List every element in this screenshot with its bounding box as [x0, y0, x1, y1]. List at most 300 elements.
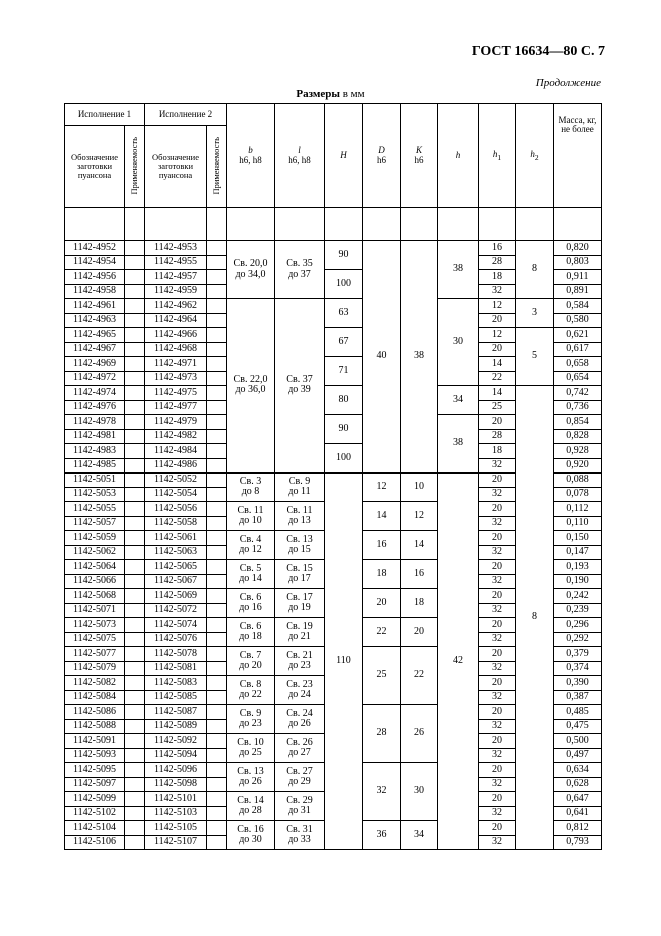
applicability1-cell: [125, 444, 145, 459]
b-cell-line: Св. 3: [239, 475, 262, 487]
designation1-cell: 1142-4976: [65, 400, 125, 415]
H-cell: 100: [325, 270, 363, 299]
l-cell-line: до 31: [288, 805, 311, 816]
applicability1-cell: [125, 429, 145, 444]
table-row: [65, 328, 602, 343]
sizes-caption: [0, 88, 661, 100]
applicability1-cell: [125, 763, 145, 778]
designation2-cell: 1142-5098: [145, 777, 207, 792]
designation2-cell: 1142-4971: [145, 357, 207, 372]
l-cell: [275, 531, 325, 560]
H-cell: 100: [325, 444, 363, 473]
exec1-header: Исполнение 1: [65, 104, 145, 126]
designation1-cell: 1142-4967: [65, 342, 125, 357]
b-cell-line: Св. 7: [239, 649, 262, 661]
l-cell: [275, 589, 325, 618]
D-cell: 14: [363, 502, 401, 531]
h1-cell: 20: [479, 618, 516, 633]
h1-cell: 22: [479, 371, 516, 386]
mass-cell: 0,621: [554, 328, 602, 343]
designation2-cell: 1142-5089: [145, 719, 207, 734]
applicability1-cell: [125, 241, 145, 256]
applicability1-cell: [125, 806, 145, 821]
applicability1-cell: [125, 371, 145, 386]
designation1-cell: 1142-5077: [65, 647, 125, 662]
l-cell: [275, 560, 325, 589]
designation2-cell: 1142-5056: [145, 502, 207, 517]
designation2-cell: 1142-4968: [145, 342, 207, 357]
applicability1-cell: [125, 777, 145, 792]
l-cell-line: Св. 11: [286, 504, 313, 516]
H-cell: 80: [325, 386, 363, 415]
designation1-cell: 1142-4983: [65, 444, 125, 459]
l-cell: [275, 792, 325, 821]
K-symbol: K: [415, 145, 422, 156]
h1-cell: 20: [479, 313, 516, 328]
designation1-cell: 1142-4963: [65, 313, 125, 328]
designation1-cell: 1142-4978: [65, 415, 125, 430]
h1-cell: 32: [479, 603, 516, 618]
h2-header: [516, 104, 554, 208]
applicability2-cell: [207, 284, 227, 299]
applicability2-cell: [207, 690, 227, 705]
designation2-cell: 1142-4977: [145, 400, 207, 415]
mass-cell: 0,078: [554, 487, 602, 502]
applicability1-cell: [125, 661, 145, 676]
h1-cell: 32: [479, 632, 516, 647]
mass-cell: 0,387: [554, 690, 602, 705]
designation2-cell: 1142-4953: [145, 241, 207, 256]
mass-cell: 0,088: [554, 473, 602, 488]
applicability2-cell: [207, 763, 227, 778]
applicability1-header: [125, 126, 145, 208]
h2-cell: 8: [516, 241, 554, 299]
h1-cell: 32: [479, 719, 516, 734]
mass-cell: 0,374: [554, 661, 602, 676]
designation2-cell: 1142-4979: [145, 415, 207, 430]
h1-cell: 20: [479, 415, 516, 430]
mass-cell: 0,742: [554, 386, 602, 401]
h1-cell: 20: [479, 560, 516, 575]
applicability1-cell: [125, 589, 145, 604]
mass-cell: 0,793: [554, 835, 602, 850]
designation1-cell: 1142-5068: [65, 589, 125, 604]
designation2-cell: 1142-5083: [145, 676, 207, 691]
b-cell-line: до 25: [239, 747, 262, 758]
spacer-cell: [145, 208, 207, 241]
designation1-cell: 1142-4961: [65, 299, 125, 314]
b-cell: [227, 241, 275, 299]
l-cell-line: Св. 27: [286, 765, 313, 777]
l-cell-line: Св. 19: [286, 620, 313, 632]
h1-cell: 32: [479, 516, 516, 531]
mass-cell: 0,239: [554, 603, 602, 618]
b-cell-line: до 12: [239, 544, 262, 555]
designation1-cell: 1142-4985: [65, 458, 125, 473]
designation1-cell: 1142-4981: [65, 429, 125, 444]
applicability2-cell: [207, 241, 227, 256]
mass-cell: 0,112: [554, 502, 602, 517]
applicability1-text: Применяемость: [129, 136, 140, 195]
b-cell-line: Св. 10: [237, 736, 264, 748]
mass-cell: 0,812: [554, 821, 602, 836]
h-cell: 38: [438, 241, 479, 299]
K-header: [401, 104, 438, 208]
designation2-cell: 1142-5061: [145, 531, 207, 546]
h1-cell: 20: [479, 821, 516, 836]
h2-cell: 3: [516, 299, 554, 328]
designation2-cell: 1142-5076: [145, 632, 207, 647]
h-cell: 42: [438, 473, 479, 850]
h1-cell: 16: [479, 241, 516, 256]
designation2-cell: 1142-4982: [145, 429, 207, 444]
designation2-cell: 1142-5103: [145, 806, 207, 821]
h1-cell: 20: [479, 342, 516, 357]
applicability2-cell: [207, 299, 227, 314]
applicability2-cell: [207, 415, 227, 430]
K-cell: 34: [401, 821, 438, 850]
mass-cell: 0,296: [554, 618, 602, 633]
applicability2-cell: [207, 618, 227, 633]
applicability1-cell: [125, 603, 145, 618]
designation2-cell: 1142-4984: [145, 444, 207, 459]
spacer-cell: [363, 208, 401, 241]
h1-cell: 20: [479, 676, 516, 691]
D-cell: 20: [363, 589, 401, 618]
mass-cell: 0,500: [554, 734, 602, 749]
b-cell-line: Св. 11: [237, 504, 264, 516]
table-row: [65, 241, 602, 256]
b-cell-line: до 20: [239, 660, 262, 671]
l-cell: [275, 821, 325, 850]
h1-cell: 32: [479, 777, 516, 792]
h2-cell: 8: [516, 386, 554, 850]
mass-cell: 0,654: [554, 371, 602, 386]
designation2-cell: 1142-4957: [145, 270, 207, 285]
h1-cell: 20: [479, 792, 516, 807]
l-cell-line: Св. 13: [286, 533, 313, 545]
designation2-cell: 1142-4964: [145, 313, 207, 328]
applicability2-cell: [207, 661, 227, 676]
l-tolerance: h6, h8: [288, 154, 311, 165]
designation2-header: Обозначение заготовки пуансона: [145, 126, 207, 208]
mass-cell: 0,854: [554, 415, 602, 430]
D-cell: 32: [363, 763, 401, 821]
l-cell-line: Св. 23: [286, 678, 313, 690]
applicability2-cell: [207, 676, 227, 691]
table-body: [65, 241, 602, 850]
applicability2-cell: [207, 516, 227, 531]
l-cell: [275, 473, 325, 502]
mass-cell: 0,920: [554, 458, 602, 473]
designation2-cell: 1142-5107: [145, 835, 207, 850]
applicability2-cell: [207, 574, 227, 589]
designation1-cell: 1142-5055: [65, 502, 125, 517]
h-cell: 34: [438, 386, 479, 415]
designation2-cell: 1142-5092: [145, 734, 207, 749]
applicability2-cell: [207, 792, 227, 807]
h1-cell: 32: [479, 690, 516, 705]
b-cell-line: Св. 16: [237, 823, 264, 835]
h1-cell: 20: [479, 763, 516, 778]
applicability1-cell: [125, 386, 145, 401]
applicability2-cell: [207, 313, 227, 328]
applicability2-cell: [207, 429, 227, 444]
l-cell: [275, 647, 325, 676]
applicability1-cell: [125, 821, 145, 836]
applicability1-cell: [125, 487, 145, 502]
applicability1-cell: [125, 574, 145, 589]
h-header: h: [438, 104, 479, 208]
designation1-cell: 1142-5082: [65, 676, 125, 691]
mass-cell: 0,584: [554, 299, 602, 314]
mass-cell: 0,150: [554, 531, 602, 546]
continuation-label: Продолжение: [535, 77, 601, 89]
b-cell: [227, 792, 275, 821]
applicability1-cell: [125, 328, 145, 343]
applicability1-cell: [125, 313, 145, 328]
applicability1-cell: [125, 690, 145, 705]
h1-cell: 32: [479, 806, 516, 821]
b-cell-line: до 16: [239, 602, 262, 613]
h2-sub: 2: [534, 152, 539, 162]
designation1-cell: 1142-5084: [65, 690, 125, 705]
b-cell-line: до 23: [239, 718, 262, 729]
applicability1-cell: [125, 502, 145, 517]
designation1-cell: 1142-4974: [65, 386, 125, 401]
mass-cell: 0,820: [554, 241, 602, 256]
D-cell: 40: [363, 241, 401, 473]
b-tolerance: h6, h8: [239, 154, 262, 165]
applicability2-cell: [207, 647, 227, 662]
designation1-cell: 1142-5093: [65, 748, 125, 763]
h1-cell: 20: [479, 647, 516, 662]
designation1-cell: 1142-5099: [65, 792, 125, 807]
spacer-cell: [325, 208, 363, 241]
b-cell-line: до 22: [239, 689, 262, 700]
applicability2-cell: [207, 357, 227, 372]
designation2-cell: 1142-5063: [145, 545, 207, 560]
l-cell-line: до 23: [288, 660, 311, 671]
spacer-cell: [401, 208, 438, 241]
designation1-cell: 1142-4972: [65, 371, 125, 386]
h1-cell: 14: [479, 357, 516, 372]
D-cell: 22: [363, 618, 401, 647]
D-cell: 36: [363, 821, 401, 850]
K-cell: 14: [401, 531, 438, 560]
b-cell-line: Св. 13: [237, 765, 264, 777]
designation2-cell: 1142-5085: [145, 690, 207, 705]
mass-cell: 0,190: [554, 574, 602, 589]
h1-cell: 12: [479, 299, 516, 314]
l-cell: [275, 676, 325, 705]
designation1-cell: 1142-5095: [65, 763, 125, 778]
b-cell-line: до 26: [239, 776, 262, 787]
l-cell-line: Св. 31: [286, 823, 313, 835]
D-cell: 18: [363, 560, 401, 589]
applicability1-cell: [125, 545, 145, 560]
mass-cell: 0,891: [554, 284, 602, 299]
h1-cell: 32: [479, 487, 516, 502]
applicability2-cell: [207, 473, 227, 488]
designation1-cell: 1142-5086: [65, 705, 125, 720]
sizes-caption-bold: Размеры: [296, 88, 340, 100]
applicability1-cell: [125, 400, 145, 415]
applicability2-cell: [207, 502, 227, 517]
l-cell-line: до 13: [288, 515, 311, 526]
designation2-cell: 1142-5074: [145, 618, 207, 633]
designation2-cell: 1142-5065: [145, 560, 207, 575]
designation2-cell: 1142-5078: [145, 647, 207, 662]
b-cell-line: до 10: [239, 515, 262, 526]
b-cell: [227, 821, 275, 850]
D-cell: 28: [363, 705, 401, 763]
applicability1-cell: [125, 560, 145, 575]
l-cell: [275, 705, 325, 734]
designation1-cell: 1142-5071: [65, 603, 125, 618]
l-cell-line: до 17: [288, 573, 311, 584]
K-cell: 22: [401, 647, 438, 705]
l-cell-line: до 21: [288, 631, 311, 642]
mass-cell: 0,242: [554, 589, 602, 604]
applicability1-cell: [125, 284, 145, 299]
applicability1-cell: [125, 415, 145, 430]
K-cell: 16: [401, 560, 438, 589]
h2-cell: 5: [516, 328, 554, 386]
K-cell: 20: [401, 618, 438, 647]
applicability2-cell: [207, 328, 227, 343]
mass-cell: 0,736: [554, 400, 602, 415]
applicability2-cell: [207, 545, 227, 560]
b-cell: [227, 618, 275, 647]
applicability2-cell: [207, 632, 227, 647]
H-cell: 110: [325, 473, 363, 850]
h1-sub: 1: [497, 152, 502, 162]
applicability2-cell: [207, 777, 227, 792]
l-cell: [275, 618, 325, 647]
applicability2-cell: [207, 400, 227, 415]
applicability2-cell: [207, 255, 227, 270]
spacer-cell: [554, 208, 602, 241]
table-row: [65, 299, 602, 314]
b-cell-line: Св. 14: [237, 794, 264, 806]
applicability2-cell: [207, 386, 227, 401]
l-cell-line: до 19: [288, 602, 311, 613]
designation2-cell: 1142-5087: [145, 705, 207, 720]
l-cell-line: Св. 37: [286, 373, 313, 385]
designation2-cell: 1142-4986: [145, 458, 207, 473]
mass-cell: 0,911: [554, 270, 602, 285]
mass-cell: 0,628: [554, 777, 602, 792]
designation1-cell: 1142-4954: [65, 255, 125, 270]
D-header: [363, 104, 401, 208]
l-cell-line: до 29: [288, 776, 311, 787]
b-cell-line: Св. 22,0: [233, 373, 268, 385]
applicability2-cell: [207, 371, 227, 386]
spacer-cell: [275, 208, 325, 241]
H-cell: 63: [325, 299, 363, 328]
applicability1-cell: [125, 835, 145, 850]
h1-cell: 32: [479, 835, 516, 850]
D-cell: 12: [363, 473, 401, 502]
designation1-cell: 1142-5064: [65, 560, 125, 575]
designation2-cell: 1142-5101: [145, 792, 207, 807]
designation2-cell: 1142-5054: [145, 487, 207, 502]
applicability1-cell: [125, 458, 145, 473]
K-cell: 38: [401, 241, 438, 473]
K-cell: 30: [401, 763, 438, 821]
h1-cell: 32: [479, 661, 516, 676]
l-cell: [275, 299, 325, 473]
b-cell-line: до 28: [239, 805, 262, 816]
applicability2-cell: [207, 444, 227, 459]
b-cell: [227, 560, 275, 589]
applicability1-cell: [125, 632, 145, 647]
h1-cell: 20: [479, 734, 516, 749]
applicability1-cell: [125, 734, 145, 749]
mass-cell: 0,641: [554, 806, 602, 821]
designation1-cell: 1142-5053: [65, 487, 125, 502]
D-tolerance: h6: [377, 154, 386, 165]
table-row: [65, 386, 602, 401]
designation1-cell: 1142-4969: [65, 357, 125, 372]
designation1-cell: 1142-5104: [65, 821, 125, 836]
designation1-cell: 1142-4956: [65, 270, 125, 285]
mass-cell: 0,379: [554, 647, 602, 662]
designation2-cell: 1142-5096: [145, 763, 207, 778]
applicability2-text: Применяемость: [211, 136, 222, 195]
h1-symbol: h: [492, 148, 498, 159]
b-cell: [227, 647, 275, 676]
b-symbol: b: [248, 145, 253, 156]
applicability1-cell: [125, 516, 145, 531]
l-cell: [275, 734, 325, 763]
designation1-cell: 1142-4952: [65, 241, 125, 256]
h1-cell: 32: [479, 458, 516, 473]
l-cell: [275, 763, 325, 792]
designation1-cell: 1142-4965: [65, 328, 125, 343]
D-cell: 25: [363, 647, 401, 705]
mass-cell: 0,497: [554, 748, 602, 763]
designation2-cell: 1142-5072: [145, 603, 207, 618]
K-cell: 18: [401, 589, 438, 618]
H-header: H: [325, 104, 363, 208]
applicability1-cell: [125, 342, 145, 357]
h1-cell: 18: [479, 444, 516, 459]
applicability1-cell: [125, 255, 145, 270]
designation1-cell: 1142-5091: [65, 734, 125, 749]
standard-header: ГОСТ 16634—80 С. 7: [471, 44, 605, 59]
spacer-cell: [65, 208, 125, 241]
spacer-cell: [227, 208, 275, 241]
h1-cell: 32: [479, 574, 516, 589]
applicability1-cell: [125, 473, 145, 488]
designation2-cell: 1142-4955: [145, 255, 207, 270]
b-cell-line: до 18: [239, 631, 262, 642]
applicability2-cell: [207, 589, 227, 604]
K-cell: 12: [401, 502, 438, 531]
designation2-cell: 1142-4975: [145, 386, 207, 401]
mass-cell: 0,193: [554, 560, 602, 575]
spacer-cell: [207, 208, 227, 241]
l-symbol: l: [298, 145, 301, 156]
dimensions-table: [64, 103, 602, 850]
applicability2-cell: [207, 487, 227, 502]
b-cell-line: Св. 6: [239, 620, 262, 632]
b-cell-line: Св. 9: [239, 707, 262, 719]
b-cell: [227, 705, 275, 734]
l-cell-line: Св. 15: [286, 562, 313, 574]
